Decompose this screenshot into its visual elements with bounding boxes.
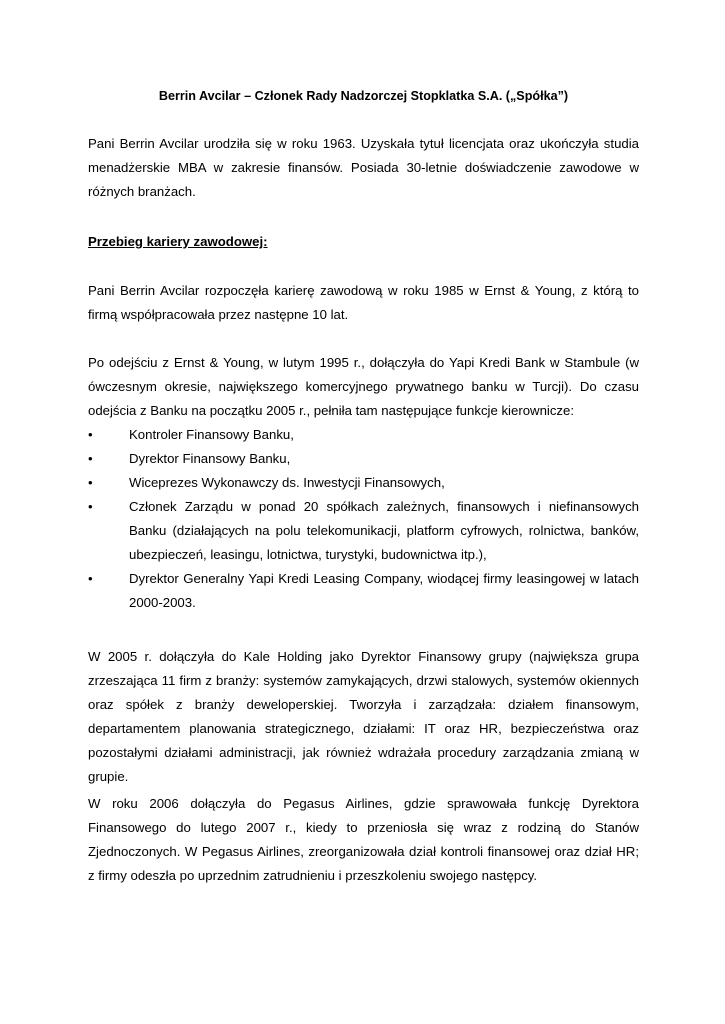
functions-list bbox=[88, 423, 639, 615]
list-item bbox=[88, 495, 639, 567]
career-heading: Przebieg kariery zawodowej: bbox=[88, 234, 268, 249]
career-paragraph-4: W roku 2006 dołączyła do Pegasus Airlines, gdzie sprawowała funkcję Dyrektora Finansowego do lutego 2007 r., kiedy to przeniosła się wraz z rodziną do Stanów Zjednoczonych. W Pegasus Airlines, zreorganizowała dział kontroli finansowej oraz dział HR; z firmy odeszła po uprzednim zatrudnieniu i przeszkoleniu swojego następcy. bbox=[88, 796, 639, 883]
career-paragraph-1: Pani Berrin Avcilar rozpoczęła karierę zawodową w roku 1985 w Ernst & Young, z którą to firmą współpracowała przez następne 10 lat. bbox=[88, 283, 639, 322]
career-paragraph-3: W 2005 r. dołączyła do Kale Holding jako Dyrektor Finansowy grupy (największa grupa zrzeszająca 11 firm z branży: systemów zamykających, drzwi stalowych, systemów okiennych oraz spółek z branży deweloperskiej. Tworzyła i zarządzała: działem finansowym, departamentem planowania strategicznego, działami: IT oraz HR, bezpieczeństwa oraz pozostałymi działami administracji, jak również wdrażała procedury zarządzania zmianą w grupie. bbox=[88, 649, 639, 784]
list-item-text: Członek Zarządu w ponad 20 spółkach zależnych, finansowych i niefinansowych Banku (działających na polu telekomunikacji, platform cyfrowych, rolnictwa, banków, ubezpieczeń, leasingu, lotnictwa, turystyki, budownictwa itp.), bbox=[129, 499, 639, 562]
bullet-icon: • bbox=[88, 427, 93, 442]
list-item bbox=[88, 447, 639, 471]
career-paragraph-2: Po odejściu z Ernst & Young, w lutym 1995 r., dołączyła do Yapi Kredi Bank w Stambule (w ówczesnym okresie, największego komercyjnego prywatnego banku w Turcji). Do czasu odejścia z Banku na początku 2005 r., pełniła tam następujące funkcje kierownicze: bbox=[88, 355, 639, 418]
list-item-text: Kontroler Finansowy Banku, bbox=[129, 427, 294, 442]
intro-paragraph: Pani Berrin Avcilar urodziła się w roku 1963. Uzyskała tytuł licencjata oraz ukończyła studia menadżerskie MBA w zakresie finansów. Posiada 30-letnie doświadczenie zawodowe w różnych branżach. bbox=[88, 136, 639, 199]
bullet-icon: • bbox=[88, 475, 93, 490]
list-item-text: Dyrektor Generalny Yapi Kredi Leasing Company, wiodącej firmy leasingowej w latach 2000-2003. bbox=[129, 571, 639, 610]
list-item bbox=[88, 567, 639, 615]
list-item-text: Dyrektor Finansowy Banku, bbox=[129, 451, 291, 466]
list-item-text: Wiceprezes Wykonawczy ds. Inwestycji Finansowych, bbox=[129, 475, 445, 490]
bullet-icon: • bbox=[88, 451, 93, 466]
bullet-icon: • bbox=[88, 499, 93, 514]
document-title: Berrin Avcilar – Członek Rady Nadzorczej Stopklatka S.A. („Spółka”) bbox=[158, 89, 569, 103]
list-item bbox=[88, 471, 639, 495]
list-item bbox=[88, 423, 639, 447]
bullet-icon: • bbox=[88, 571, 93, 586]
